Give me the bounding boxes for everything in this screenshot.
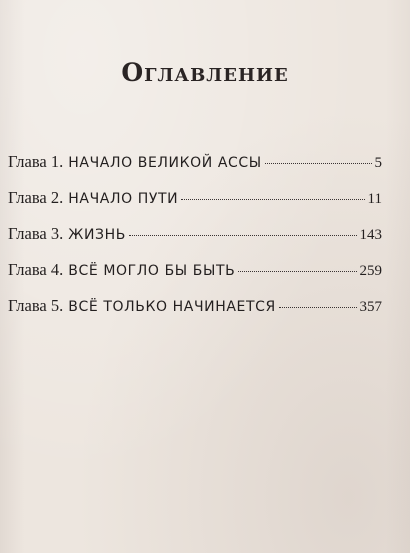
page-number: 357	[359, 299, 382, 315]
page-title: Оглавление	[121, 58, 289, 87]
page-number: 11	[367, 191, 382, 207]
chapter-label: Глава 3.	[8, 224, 64, 243]
dot-leader	[181, 199, 364, 200]
chapter-label: Глава 2.	[8, 188, 64, 207]
chapter-label: Глава 5.	[8, 296, 64, 315]
toc-entry-5	[8, 296, 382, 332]
chapter-title: НАЧАЛО ПУТИ	[68, 191, 179, 207]
chapter-label: Глава 1.	[8, 152, 64, 171]
dot-leader	[279, 307, 357, 308]
page-number: 5	[374, 155, 382, 171]
chapter-label: Глава 4.	[8, 260, 64, 279]
dot-leader	[265, 163, 372, 164]
table-of-contents	[8, 152, 382, 332]
toc-entry-1	[8, 152, 382, 188]
toc-entry-4	[8, 260, 382, 296]
chapter-title: ВСЁ ТОЛЬКО НАЧИНАЕТСЯ	[68, 299, 276, 315]
chapter-title: ВСЁ МОГЛО БЫ БЫТЬ	[68, 263, 236, 279]
dot-leader	[238, 271, 356, 272]
toc-entry-3	[8, 224, 382, 260]
toc-entry-2	[8, 188, 382, 224]
dot-leader	[129, 235, 357, 236]
page-number: 143	[359, 227, 382, 243]
chapter-title: НАЧАЛО ВЕЛИКОЙ АССЫ	[68, 155, 262, 171]
chapter-title: ЖИЗНЬ	[68, 227, 126, 243]
page-number: 259	[359, 263, 382, 279]
